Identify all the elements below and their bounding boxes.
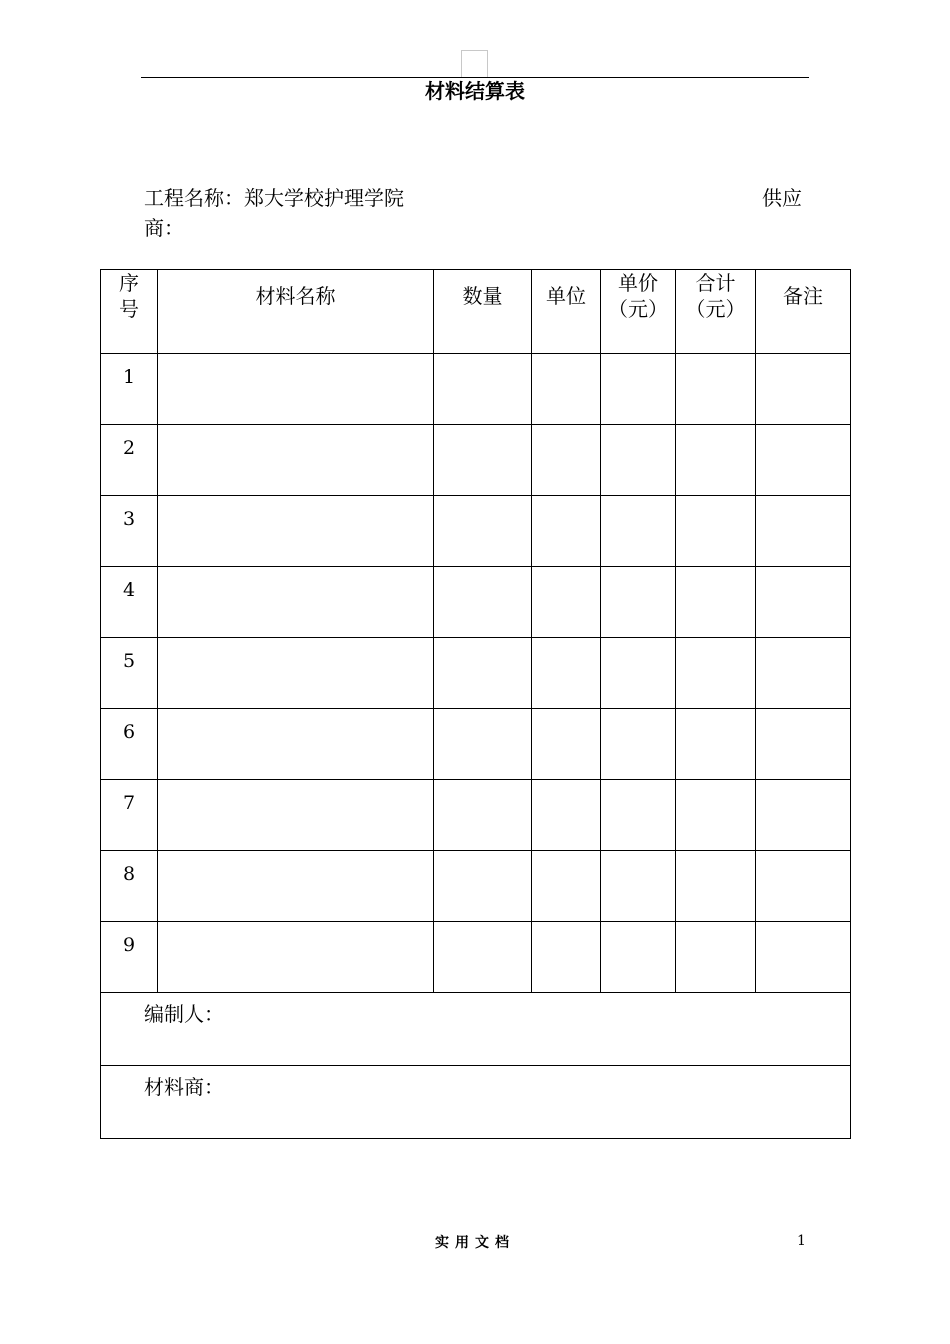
row-number: 1 (101, 354, 158, 425)
header-seq: 序 号 (101, 270, 158, 354)
remark-cell (756, 638, 851, 709)
unit-price-cell (601, 354, 676, 425)
total-cell (676, 709, 756, 780)
header-remark: 备注 (756, 270, 851, 354)
settlement-table (100, 269, 851, 1139)
table-row (101, 638, 851, 709)
row-number: 4 (101, 567, 158, 638)
table-row (101, 425, 851, 496)
quantity-cell (434, 496, 532, 567)
unit-cell (532, 780, 601, 851)
table-row (101, 354, 851, 425)
remark-cell (756, 354, 851, 425)
quantity-cell (434, 922, 532, 993)
supplier-label: 供应 (762, 186, 802, 210)
material-name-cell (158, 425, 434, 496)
unit-price-cell (601, 638, 676, 709)
row-number: 6 (101, 709, 158, 780)
quantity-cell (434, 638, 532, 709)
remark-cell (756, 425, 851, 496)
table-header-row (101, 270, 851, 354)
unit-price-cell (601, 425, 676, 496)
footer-text: 实用文档 (435, 1235, 515, 1251)
supplier-label-continued: 商： (144, 216, 184, 240)
table-row (101, 709, 851, 780)
material-name-cell (158, 567, 434, 638)
quantity-cell (434, 354, 532, 425)
row-number: 3 (101, 496, 158, 567)
quantity-cell (434, 567, 532, 638)
unit-cell (532, 638, 601, 709)
remark-cell (756, 851, 851, 922)
remark-cell (756, 709, 851, 780)
unit-cell (532, 709, 601, 780)
total-cell (676, 922, 756, 993)
material-name-cell (158, 496, 434, 567)
quantity-cell (434, 780, 532, 851)
total-cell (676, 638, 756, 709)
unit-cell (532, 567, 601, 638)
unit-price-cell (601, 922, 676, 993)
total-cell (676, 851, 756, 922)
header-material-name: 材料名称 (158, 270, 434, 354)
compiler-cell: 编制人： (101, 993, 851, 1066)
total-cell (676, 780, 756, 851)
unit-cell (532, 425, 601, 496)
material-name-cell (158, 709, 434, 780)
material-name-cell (158, 638, 434, 709)
material-name-cell (158, 780, 434, 851)
row-number: 2 (101, 425, 158, 496)
page-number: 1 (797, 1233, 806, 1249)
material-name-cell (158, 851, 434, 922)
table-row (101, 851, 851, 922)
row-number: 5 (101, 638, 158, 709)
unit-price-cell (601, 709, 676, 780)
table-row (101, 496, 851, 567)
unit-cell (532, 354, 601, 425)
unit-cell (532, 922, 601, 993)
remark-cell (756, 780, 851, 851)
material-name-cell (158, 354, 434, 425)
header-unit: 单位 (532, 270, 601, 354)
total-cell (676, 425, 756, 496)
quantity-cell (434, 709, 532, 780)
header-total: 合计 （元） (676, 270, 756, 354)
unit-price-cell (601, 851, 676, 922)
unit-cell (532, 496, 601, 567)
unit-price-cell (601, 780, 676, 851)
row-number: 9 (101, 922, 158, 993)
header-unit-price: 单价 （元） (601, 270, 676, 354)
total-cell (676, 496, 756, 567)
quantity-cell (434, 851, 532, 922)
total-cell (676, 354, 756, 425)
supplier-sign-row (101, 1066, 851, 1139)
unit-price-cell (601, 567, 676, 638)
remark-cell (756, 567, 851, 638)
project-name: 工程名称：郑大学校护理学院 (144, 186, 404, 210)
remark-cell (756, 496, 851, 567)
remark-cell (756, 922, 851, 993)
supplier-sign-cell: 材料商： (101, 1066, 851, 1139)
row-number: 7 (101, 780, 158, 851)
row-number: 8 (101, 851, 158, 922)
header-marker (461, 50, 488, 77)
compiler-row (101, 993, 851, 1066)
unit-cell (532, 851, 601, 922)
unit-price-cell (601, 496, 676, 567)
header-quantity: 数量 (434, 270, 532, 354)
document-title: 材料结算表 (425, 79, 525, 103)
material-name-cell (158, 922, 434, 993)
table-row (101, 567, 851, 638)
table-row (101, 780, 851, 851)
table-row (101, 922, 851, 993)
quantity-cell (434, 425, 532, 496)
total-cell (676, 567, 756, 638)
